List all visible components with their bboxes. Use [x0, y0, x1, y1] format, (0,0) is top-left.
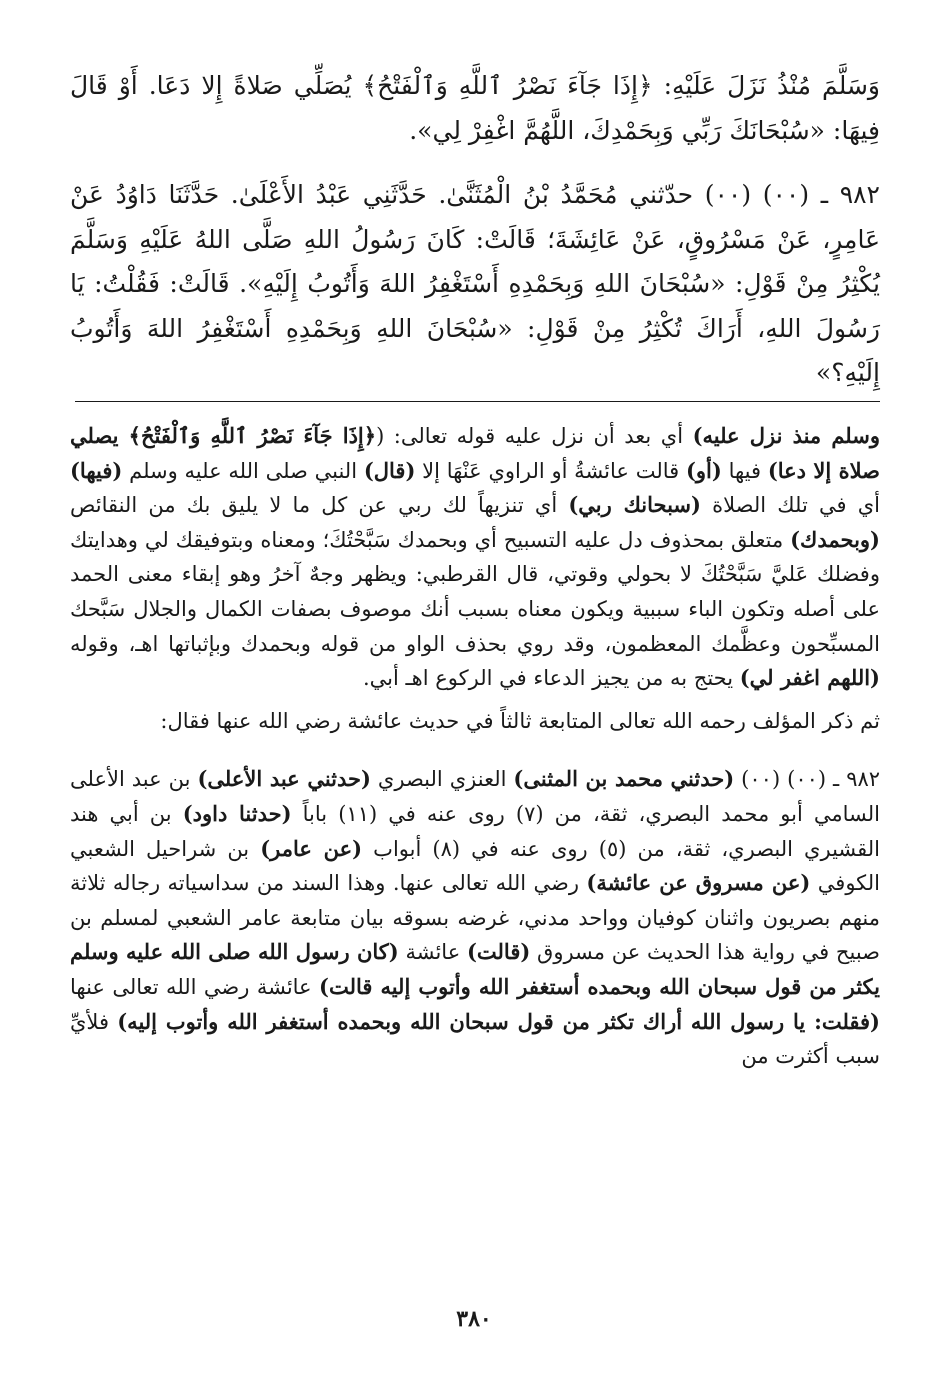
commentary-block: [70, 419, 880, 1074]
footnote-divider: [75, 401, 880, 402]
commentary-run: (أو): [685, 457, 722, 483]
commentary-run: ٩٨٢ ـ (٠٠) (٠٠): [734, 767, 881, 792]
commentary-run: (حدثنا داود): [182, 800, 292, 826]
commentary-run: (فيها): [70, 457, 123, 483]
hadith-paragraph-1: وَسَلَّمَ مُنْذُ نَزَلَ عَلَيْهِ: ﴿إِذَا جَآءَ نَصْرُ ٱللَّهِ وَٱلْفَتْحُ﴾ يُصَلِّي صَلاةً إِلا دَعَا. أَوْ قَالَ فِيهَا: «سُبْحَانَكَ رَبِّي وَبِحَمْدِكَ، اللَّهُمَّ اغْفِرْ لِي».: [70, 71, 880, 145]
commentary-paragraph-3: [70, 762, 880, 1073]
commentary-run: (قالت): [466, 939, 531, 965]
commentary-run: (كان رسول الله صلى الله عليه وسلم يكثر من قول سبحان الله وبحمده أستغفر الله وأتوب إليه قالت): [70, 939, 880, 999]
commentary-run: (سبحانك ربي): [568, 492, 701, 518]
commentary-paragraph-2: ثم ذكر المؤلف رحمه الله تعالى المتابعة ثالثاً في حديث عائشة رضي الله عنها فقال:: [160, 708, 880, 733]
commentary-run: عائشة رضي الله تعالى عنها: [70, 974, 320, 999]
commentary-run: عائشة: [398, 940, 467, 965]
commentary-run: أي بعد أن نزل عليه قوله تعالى: (: [376, 424, 693, 448]
commentary-run: (اللهم اغفر لي): [739, 665, 880, 691]
commentary-run: فيها: [721, 458, 768, 483]
commentary-run: النبي صلى الله عليه وسلم: [122, 458, 364, 483]
commentary-run: يحتج به من يجيز الدعاء في الركوع اهـ أبي.: [362, 666, 740, 691]
commentary-run: (حدثني محمد بن المثنى): [513, 766, 735, 792]
commentary-run: (فقلت: يا رسول الله أراك تكثر من قول سبحان الله وبحمده أستغفر الله وأتوب إليه): [117, 1008, 880, 1034]
commentary-run: (قال): [363, 457, 416, 483]
commentary-run: بن أبي هند القشيري البصري، ثقة، من (٥) روى عنه في (٨) أبواب: [70, 801, 880, 861]
commentary-run: (عن عامر): [260, 835, 363, 861]
commentary-run: بن عبد الأعلى السامي أبو محمد البصري، ثقة، من (٧) روى عنه في (١١) باباً: [70, 767, 880, 826]
page-number: ٣٨٠: [456, 1306, 492, 1332]
commentary-run: العنزي البصري: [370, 767, 514, 792]
hadith-text-block: [70, 64, 880, 396]
commentary-run: (عن مسروق عن عائشة): [586, 870, 811, 896]
commentary-run: أي تنزيهاً لك ربي عن كل ما لا يليق بك من النقائص: [70, 493, 569, 518]
commentary-run: فلأيِّ سبب أكثرت من: [70, 1009, 880, 1069]
commentary-paragraph-1: [70, 419, 880, 696]
commentary-run: متعلق بمحذوف دل عليه التسبيح أي وبحمدك سَبَّحْتُكَ؛ ومعناه وبتوفيقك لي وهدايتك وفضلك عَليَّ سَبَّحْتُكَ لا بحولي وقوتي، قال القرطبي: ويظهر وجهٌ آخرُ وهو إبقاء معنى الحمد على أصله وتكون الباء سببية ويكون معناه بسبب أنك موصوف بصفات الكمال والجلال سَبَّحك المسبِّحون وعظَّمك المعظمون، وقد روي بحذف الواو من قوله وبحمدك وبإثباتها اهـ، وقوله: [70, 527, 880, 656]
commentary-run: بن شراحيل الشعبي الكوفي: [70, 836, 881, 896]
commentary-run: (حدثني عبد الأعلى): [197, 766, 371, 792]
commentary-run: وسلم منذ نزل عليه): [692, 423, 880, 448]
commentary-run: رضي الله تعالى عنها. وهذا السند من سداسياته رجاله ثلاثة منهم بصريون واثنان كوفيان وواحد مدني، غرضه بسوقه بيان متابعة عامر الشعبي لمسلم بن صبيح في رواية هذا الحديث عن مسروق: [70, 871, 880, 965]
commentary-run: أي في تلك الصلاة: [700, 493, 880, 518]
hadith-paragraph-2: ٩٨٢ ـ (٠٠) (٠٠) حدّثني مُحَمَّدُ بْنُ الْمُثَنَّىٰ. حَدَّثَنِي عَبْدُ الأَعْلَىٰ. حَدَّثَنَا دَاوُدُ عَنْ عَامِرٍ، عَنْ مَسْرُوقٍ، عَنْ عَائِشَةَ؛ قَالَتْ: كَانَ رَسُولُ اللهِ صَلَّى اللهُ عَلَيْهِ وَسَلَّمَ يُكْثِرُ مِنْ قَوْلِ: «سُبْحَانَ اللهِ وَبِحَمْدِهِ أَسْتَغْفِرُ اللهَ وَأَتُوبُ إِلَيْهِ». قَالَتْ: فَقُلْتُ: يَا رَسُولَ اللهِ، أَرَاكَ تُكْثِرُ مِنْ قَوْلِ: «سُبْحَانَ اللهِ وَبِحَمْدِهِ أَسْتَغْفِرُ اللهَ وَأَتُوبُ إِلَيْهِ؟»: [70, 180, 880, 387]
commentary-run: ﴿إِذَا جَآءَ نَصْرُ ٱللَّهِ وَٱلْفَتْحُ﴾ يصلي صلاة إلا دعا): [70, 423, 881, 483]
commentary-run: (وبحمدك): [790, 526, 880, 552]
commentary-run: قالت عائشةُ أو الراوي عَنْهَا إلا: [415, 458, 686, 483]
